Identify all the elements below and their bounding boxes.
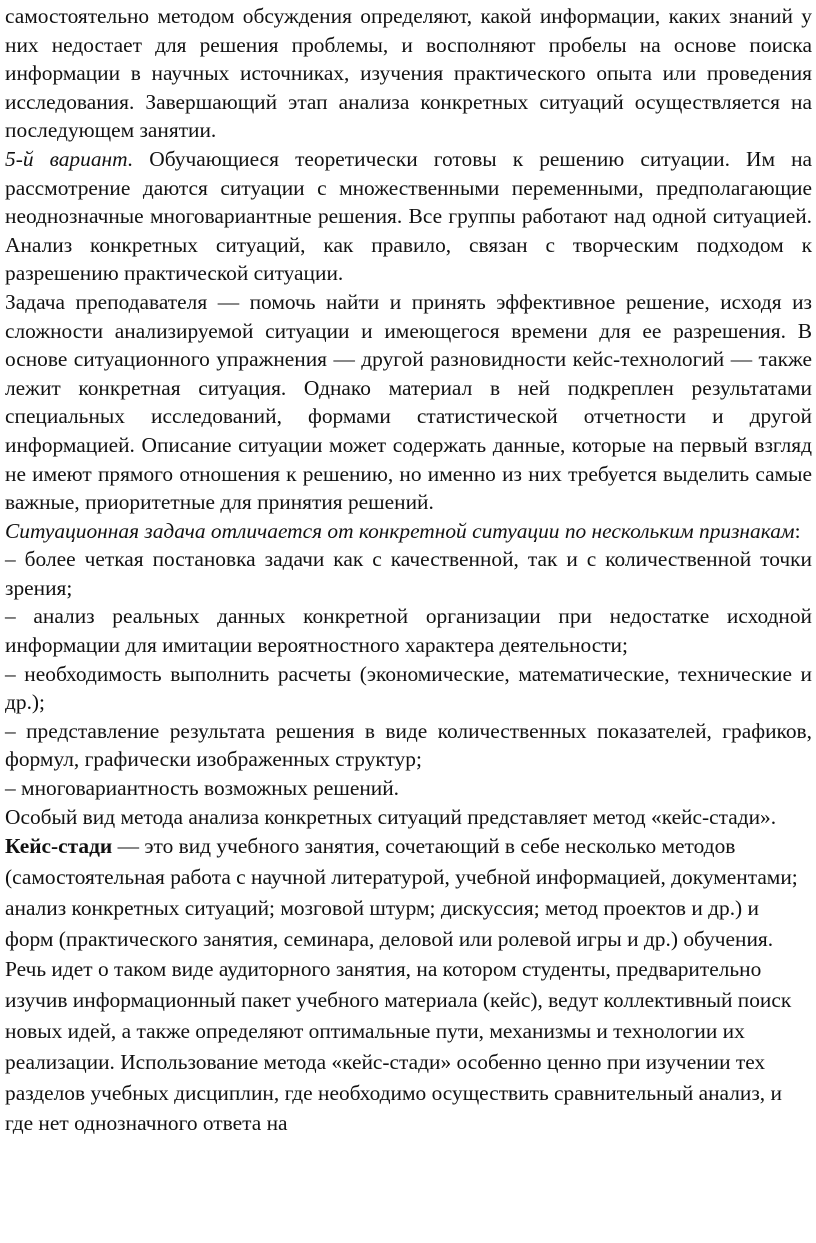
paragraph-teacher-task: Задача преподавателя — помочь найти и принять эффективное решение, исходя из сложности анализируемой ситуации и имеющегося времени для ее разрешения. В основе ситуационного упражнения — другой разновидности кейс-технологий — также лежит конкретная ситуация. Однако материал в ней подкреплен результатами специальных исследований, формами статистической отчетности и другой информацией. Описание ситуации может содержать данные, которые на первый взгляд не имеют прямого отношения к решению, но именно из них требуется выделить самые важные, приоритетные для принятия решений.: [5, 289, 812, 515]
paragraph-case-study-definition: [5, 831, 812, 1139]
list-item: – представление результата решения в виде количественных показателей, графиков, формул, графически изображенных структур;: [5, 718, 812, 772]
list-item: – более четкая постановка задачи как с качественной, так и с количественной точки зрения;: [5, 547, 812, 600]
paragraph-situational-task: [5, 517, 812, 546]
paragraph-case-study-intro: Особый вид метода анализа конкретных ситуаций представляет метод «кейс-стади».: [5, 804, 777, 829]
paragraph-1: самостоятельно методом обсуждения определяют, какой информации, каких знаний у них недостает для решения проблемы, и восполняют пробелы на основе поиска информации в научных источниках, изучения практического опыта или проведения исследования. Завершающий этап анализа конкретных ситуаций осуществляется на последующем занятии.: [5, 4, 812, 143]
case-study-text: — это вид учебного занятия, сочетающий в себе несколько методов (самостоятельная работа с научной литературой, учебной информацией, документами; анализ конкретных ситуаций; мозговой штурм; дискуссия; метод проектов и др.) и форм (практического занятия, семинара, деловой или ролевой игры и др.) обучения. Речь идет о таком виде аудиторного занятия, на котором студенты, предварительно изучив информационный пакет учебного материала (кейс), ведут коллективный поиск новых идей, а также определяют оптимальные пути, механизмы и технологии их реализации. Использование метода «кейс-стади» особенно ценно при изучении тех разделов учебных дисциплин, где необходимо осуществить сравнительный анализ, и где нет однозначного ответа на: [5, 834, 798, 1136]
variant-label: 5-й вариант.: [5, 146, 134, 171]
situational-task-heading: Ситуационная задача отличается от конкретной ситуации по нескольким признакам: [5, 518, 795, 543]
heading-colon: :: [794, 518, 801, 543]
variant-text: Обучающиеся теоретически готовы к решению ситуации. Им на рассмотрение даются ситуации с множественными переменными, предполагающие неоднозначные многовариантные решения. Все группы работают над одной ситуацией. Анализ конкретных ситуаций, как правило, связан с творческим подходом к разрешению практической ситуации.: [5, 146, 813, 286]
case-study-term: Кейс-стади: [5, 834, 113, 859]
list-item: – многовариантность возможных решений.: [5, 776, 400, 801]
list-item: – необходимость выполнить расчеты (экономические, математические, технические и др.);: [5, 661, 812, 715]
list-item: – анализ реальных данных конкретной организации при недостатке исходной информации для имитации вероятностного характера деятельности;: [5, 604, 812, 658]
paragraph-variant-5: [5, 145, 812, 288]
